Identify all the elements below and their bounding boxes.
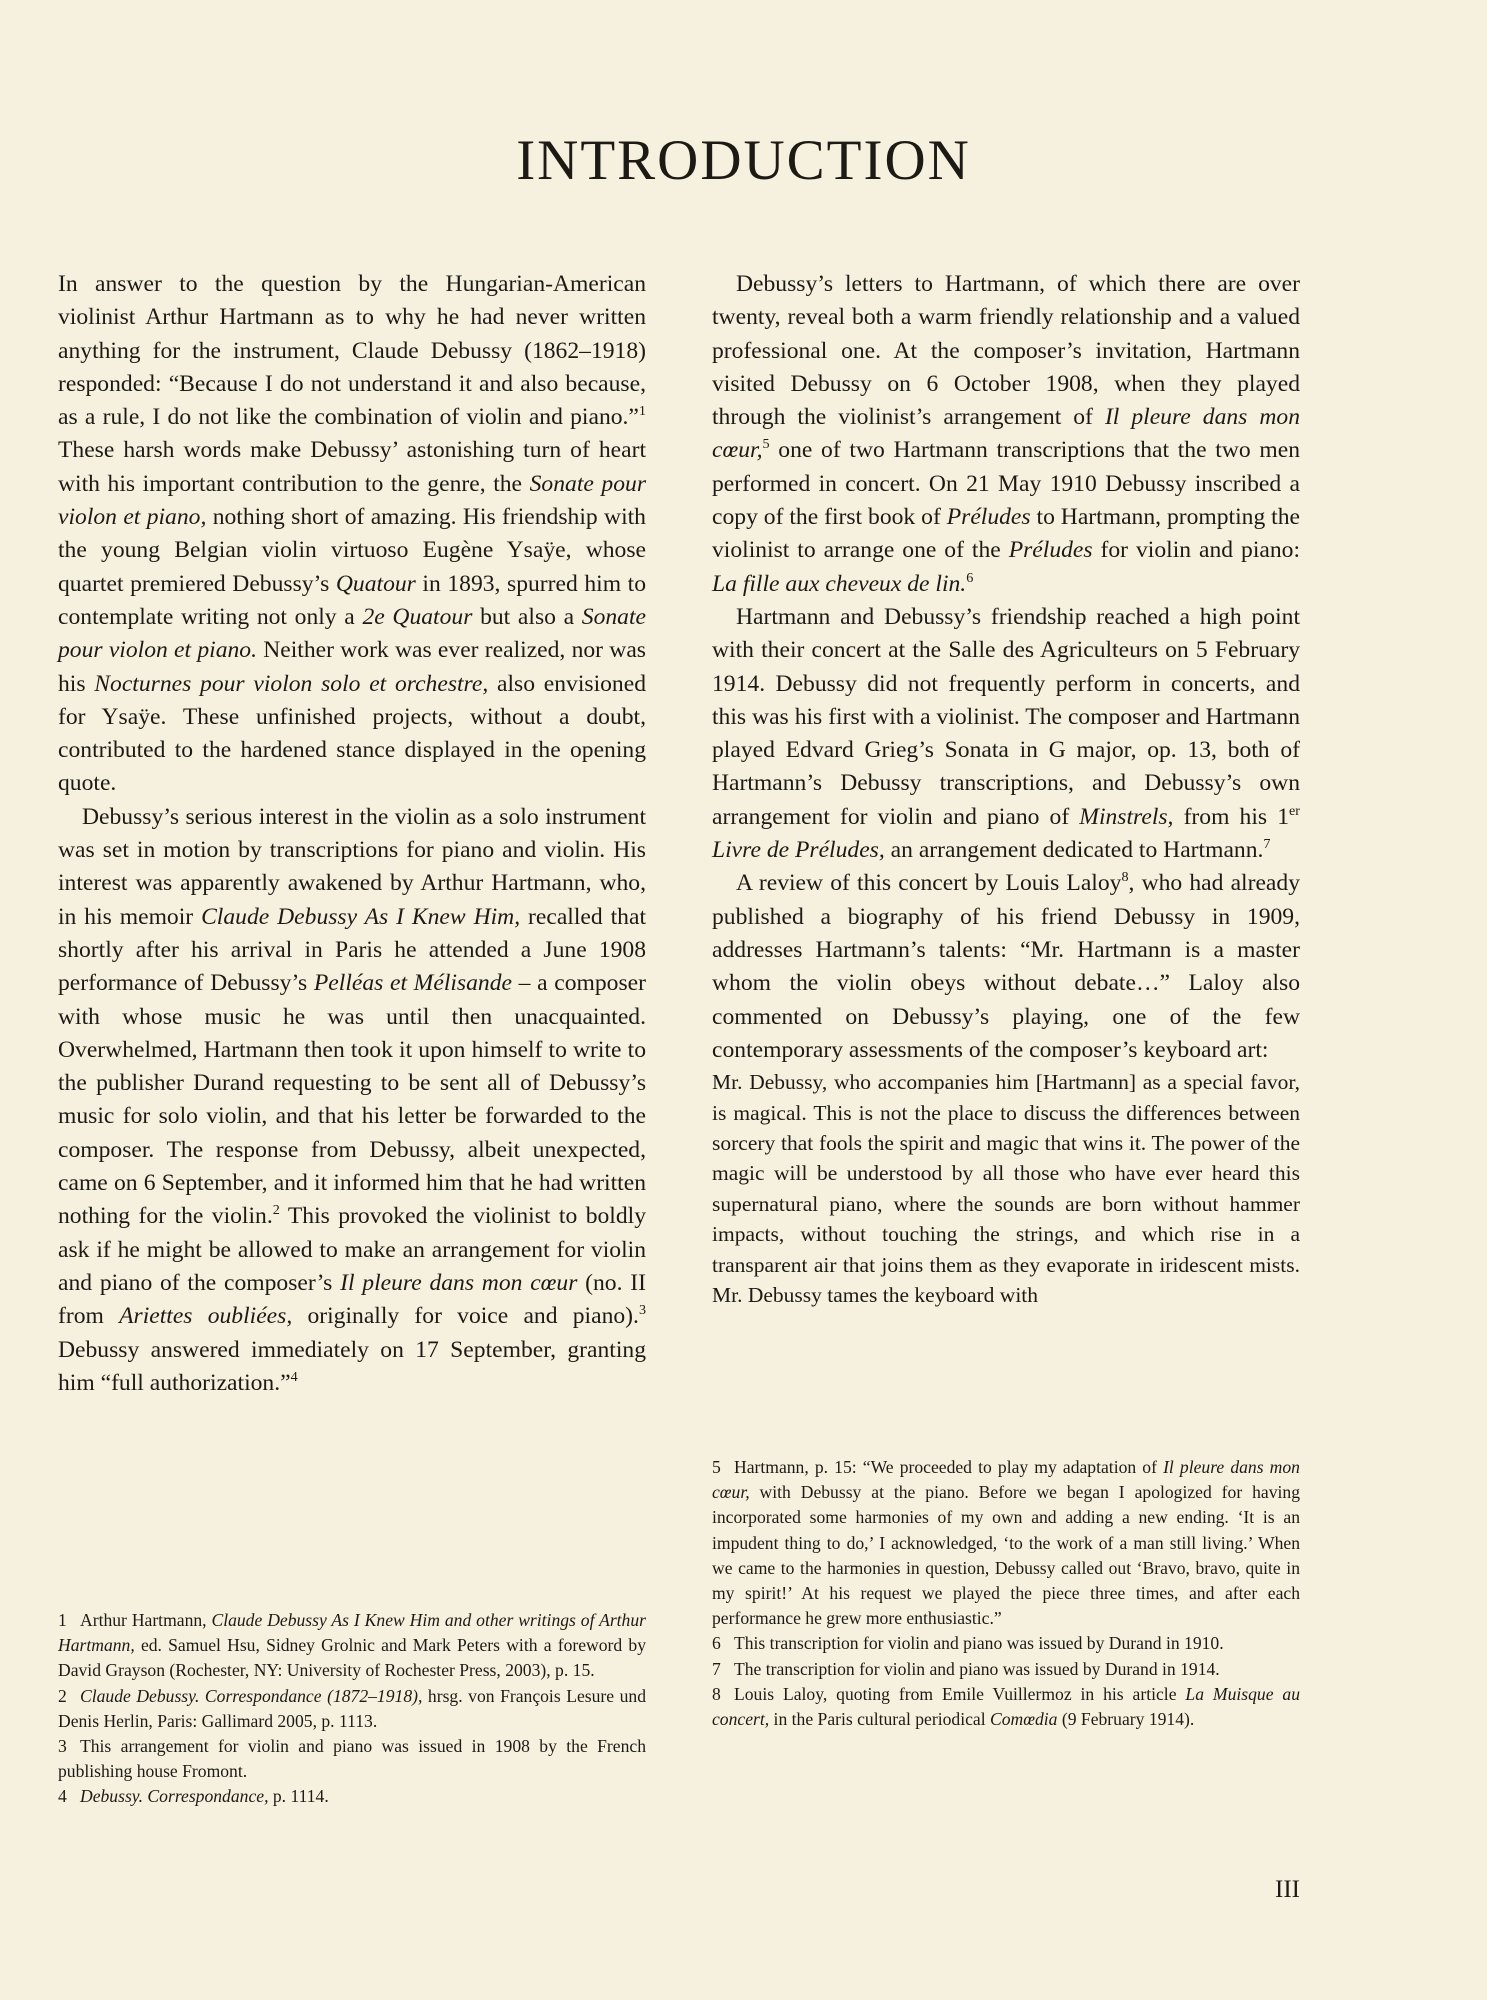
footnote-number: 2 <box>58 1685 67 1706</box>
text-run: ed. Samuel Hsu, Sidney Grolnic and Mark Peters with a foreword by David Grayson (Rochester, NY: University of Rochester Press, 2003), p. 15. <box>58 1635 646 1681</box>
text-run: This provoked the violinist to boldly ask if he might be allowed to make an arrangement for violin and piano of the composer’s <box>58 1203 646 1296</box>
text-run: Debussy’s serious interest in the violin as a solo instrument was set in motion by transcriptions for piano and violin. His interest was apparently awakened by Arthur Hartmann, who, in his memoir <box>58 803 646 930</box>
footnote <box>58 1734 646 1784</box>
text-run: also envisioned for Ysaÿe. These unfinished projects, without a doubt, contributed to the hardened stance displayed in the opening quote. <box>58 670 646 797</box>
footnote <box>712 1455 1300 1631</box>
footnote <box>712 1682 1300 1732</box>
footnote-number: 5 <box>712 1457 721 1477</box>
paragraph <box>712 867 1300 1067</box>
text-run: These harsh words make Debussy’ astonishing turn of heart with his important contribution to the genre, the <box>58 437 646 497</box>
text-run: Neither work was ever realized, nor was his <box>58 637 646 697</box>
italic-run: Il pleure dans mon cœur, <box>712 404 1300 464</box>
text-run: (9 February 1914). <box>1057 1709 1195 1730</box>
italic-run: La Muisque au concert, <box>712 1683 1300 1730</box>
text-run: This transcription for violin and piano was issued by Durand in 1910. <box>734 1633 1224 1654</box>
page-number: III <box>1275 1876 1300 1903</box>
right-column <box>712 268 1300 1310</box>
text-run: Debussy’s letters to Hartmann, of which there are over twenty, reveal both a warm friendly relationship and a valued professional one. At the composer’s invitation, Hartmann visited Debussy on 6 October 1908, when they played through the violinist’s arrangement of <box>712 271 1300 431</box>
footnote <box>58 1784 646 1809</box>
text-run: nothing short of amazing. His friendship with the young Belgian violin virtuoso Eugène Ysaÿe, whose quartet premiered Debussy’s <box>58 504 646 597</box>
footnote-ref: 1 <box>638 403 646 420</box>
text-run: for violin and piano: <box>1092 537 1301 564</box>
footnote-ref: 4 <box>290 1368 298 1385</box>
footnote <box>58 1684 646 1734</box>
footnote-ref: 6 <box>966 569 974 586</box>
italic-run: Pelléas et Mélisande <box>313 970 512 997</box>
page-title: INTRODUCTION <box>516 129 971 192</box>
footnote-ref: 8 <box>1121 869 1129 886</box>
text-run: , who had already published a biography of his friend Debussy in 1909, addresses Hartmann’s talents: “Mr. Hartmann is a master whom the violin obeys without debate…” Laloy also commented on Debussy’s playing, one of the few contemporary assessments of the composer’s keyboard art: <box>712 870 1300 1063</box>
text-run: hrsg. von François Lesure und Denis Herlin, Paris: Gallimard 2005, p. 1113. <box>58 1685 646 1731</box>
footnote-number: 3 <box>58 1736 67 1757</box>
text-run: p. 1114. <box>268 1786 329 1807</box>
footnote-number: 1 <box>58 1610 67 1630</box>
text-run: (no. II from <box>58 1269 646 1330</box>
italic-run: Préludes <box>946 504 1031 531</box>
text-run: Hartmann and Debussy’s friendship reached a high point with their concert at the Salle des Agriculteurs on 5 February 1914. Debussy did not frequently perform in concerts, and this was his first with a violinist. The composer and Hartmann played Edvard Grieg’s Sonata in G major, op. 13, both of Hartmann’s Debussy transcriptions, and Debussy’s own arrangement for violin and piano of <box>712 603 1300 830</box>
italic-run: Ariettes oubliées, <box>119 1303 293 1330</box>
text-run: The transcription for violin and piano was issued by Durand in 1914. <box>734 1658 1220 1679</box>
text-run: recalled that shortly after his arrival in Paris he attended a June 1908 performance of Debussy’s <box>58 903 646 997</box>
text-run: Hartmann, p. 15: “We proceeded to play my adaptation of <box>734 1457 1164 1477</box>
footnote-number: 4 <box>58 1786 67 1807</box>
italic-run: Sonate pour violon et piano. <box>58 603 646 664</box>
italic-run: Claude Debussy As I Knew Him, <box>201 903 521 930</box>
footnote-ref: er <box>1289 802 1300 819</box>
paragraph <box>58 268 646 801</box>
footnote-number: 8 <box>712 1683 721 1704</box>
italic-run: Debussy. Correspondance, <box>80 1786 269 1807</box>
italic-run: Claude Debussy As I Knew Him and other writings of Arthur Hartmann, <box>58 1610 646 1656</box>
footnote-ref: 7 <box>1263 836 1271 853</box>
italic-run: Quatour <box>335 570 416 597</box>
text-run: This arrangement for violin and piano was issued in 1908 by the French publishing house Fromont. <box>58 1736 646 1782</box>
text-run: Mr. Debussy, who accompanies him [Hartmann] as a special favor, is magical. This is not the place to discuss the differences between sorcery that fools the spirit and magic that wins it. The power of the magic will be understood by all those who have ever heard this supernatural piano, where the sounds are born without hammer impacts, without touching the strings, and which rise in a transparent air that joins them as they evaporate in iridescent mists. Mr. Debussy tames the keyboard with <box>712 1070 1300 1307</box>
text-run: Arthur Hartmann, <box>80 1610 212 1630</box>
italic-run: Il pleure dans mon cœur, <box>712 1457 1300 1503</box>
text-run: with Debussy at the piano. Before we began I apologized for having incorporated some harmonies of my own and adding a new ending. ‘It is an impudent thing to do,’ I acknowledged, ‘to the work of a man still living.’ When we came to the harmonies in question, Debussy called out ‘Bravo, bravo, quite in my spirit!’ At his request we played the piece three times, and after each performance he grew more enthusiastic.” <box>712 1482 1300 1629</box>
italic-run: 2e Quatour <box>362 603 473 630</box>
text-run: Louis Laloy, quoting from Emile Vuillermoz in his article <box>734 1683 1186 1704</box>
footnote <box>712 1657 1300 1682</box>
italic-run: Nocturnes pour violon solo et orchestre, <box>94 670 489 697</box>
italic-run: Claude Debussy. Correspondance (1872–1918), <box>80 1685 423 1706</box>
footnotes-left <box>58 1608 646 1810</box>
footnote <box>58 1608 646 1684</box>
italic-run: Sonate pour violon et piano, <box>58 470 647 531</box>
text-run: A review of this concert by Louis Laloy <box>736 870 1122 897</box>
italic-run: Il pleure dans mon cœur <box>340 1269 578 1296</box>
paragraph <box>712 601 1300 867</box>
text-run: originally for voice and piano). <box>292 1303 639 1330</box>
italic-run: Comœdia <box>990 1709 1058 1730</box>
footnote-number: 7 <box>712 1658 721 1679</box>
text-run: Debussy answered immediately on 17 September, granting him “full authorization.” <box>58 1336 646 1396</box>
block-quote <box>712 1067 1300 1310</box>
footnote-ref: 2 <box>272 1202 280 1219</box>
text-run: one of two Hartmann transcriptions that the two men performed in concert. On 21 May 1910 Debussy inscribed a copy of the first book of <box>712 437 1300 531</box>
italic-run: Préludes <box>1008 537 1093 564</box>
italic-run: Livre de Préludes, <box>712 837 885 864</box>
italic-run: La fille aux cheveux de lin. <box>712 570 967 597</box>
text-run: from his 1 <box>1173 803 1289 830</box>
text-run: – a composer with whose music he was until then unacquainted. Overwhelmed, Hartmann then took it upon himself to write to the publisher Durand requesting to be sent all of Debussy’s music for solo violin, and that his letter be forwarded to the composer. The response from Debussy, albeit unexpected, came on 6 September, and it informed him that he had written nothing for the violin. <box>58 970 646 1230</box>
paragraph <box>712 268 1300 601</box>
paragraph <box>58 801 646 1400</box>
footnote-ref: 3 <box>638 1302 647 1319</box>
footnote-ref: 5 <box>762 436 770 453</box>
text-run: in 1893, spurred him to contemplate writing not only a <box>58 570 646 630</box>
text-run: In answer to the question by the Hungarian-American violinist Arthur Hartmann as to why he had never written anything for the instrument, Claude Debussy (1862–1918) responded: “Because I do not understand it and also because, as a rule, I do not like the combination of violin and piano.” <box>58 271 646 431</box>
text-run: but also a <box>472 603 582 630</box>
text-run: in the Paris cultural periodical <box>769 1709 990 1730</box>
italic-run: Minstrels, <box>1079 803 1174 830</box>
text-run: to Hartmann, prompting the violinist to arrange one of the <box>712 504 1300 564</box>
footnotes-right <box>712 1455 1300 1732</box>
text-run: an arrangement dedicated to Hartmann. <box>884 837 1264 864</box>
footnote <box>712 1631 1300 1656</box>
left-column <box>58 268 646 1400</box>
footnote-number: 6 <box>712 1633 721 1654</box>
